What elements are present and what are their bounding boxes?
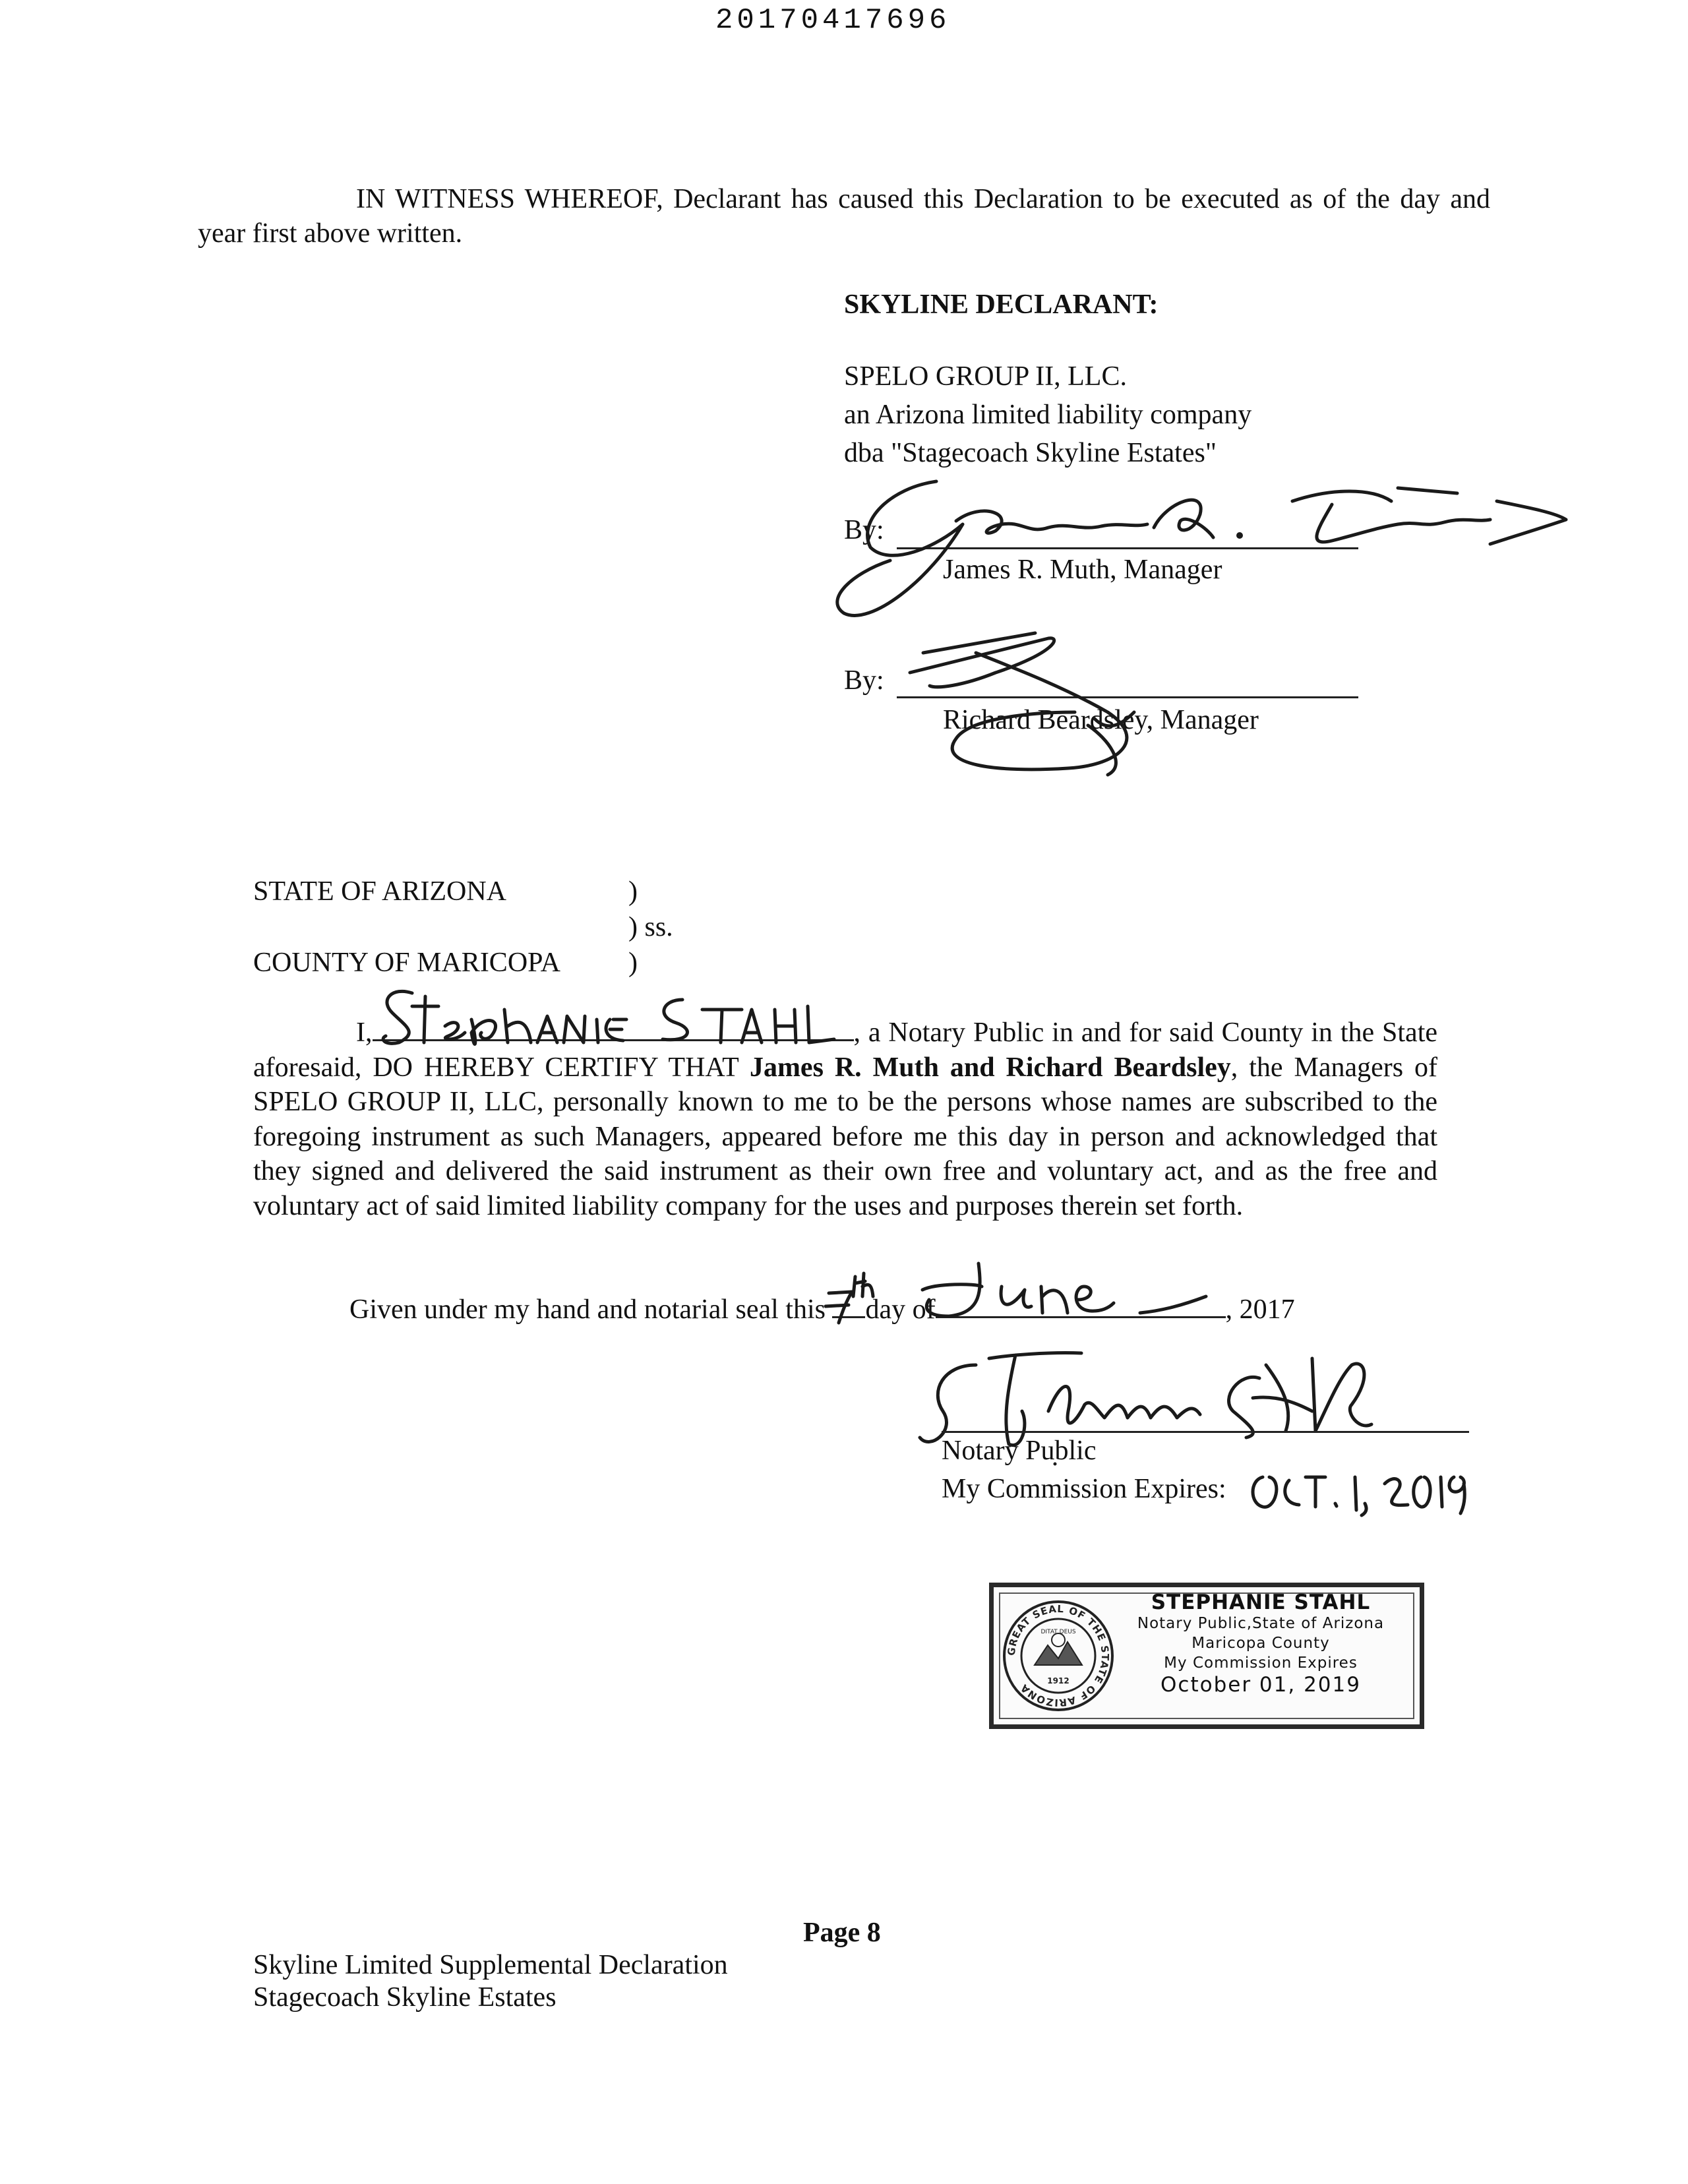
notary-public-label: Notary Public [942,1436,1097,1466]
given-prefix: Given under my hand and notarial seal this [349,1294,826,1325]
stamp-text-block [1116,1591,1406,1697]
company-name: SPELO GROUP II, LLC. [844,361,1127,392]
given-year: , 2017 [1225,1294,1295,1325]
venue-county: COUNTY OF MARICOPA [253,948,560,978]
notary-certificate [253,1016,1437,1223]
footer-project: Stagecoach Skyline Estates [253,1982,557,2013]
signer1-name-title: James R. Muth, Manager [943,555,1222,585]
notary-name-line [373,1019,854,1041]
svg-text:GREAT SEAL OF THE STATE OF ARI: GREAT SEAL OF THE STATE OF ARIZONA [1005,1602,1112,1709]
witness-paragraph: IN WITNESS WHEREOF, Declarant has caused this Declaration to be executed as of the day and year first above written. [198,184,1490,249]
svg-text:DITAT DEUS: DITAT DEUS [1040,1629,1076,1635]
venue-ss: ) ss. [628,912,673,942]
venue-state: STATE OF ARIZONA [253,876,506,907]
notary-cert-text-2: , the Managers of SPELO GROUP II, LLC, personally known to me to be the persons whose names are subscribed to the foregoing instrument as such Managers, appeared before me this day in person and acknowledged that they signed and delivered the said instrument as their own free and voluntary act, and as the free and voluntary act of said limited liability company for the uses and purposes therein set forth. [253,1052,1437,1221]
notary-signature-line [942,1431,1469,1433]
stamp-name: STEPHANIE STAHL [1151,1591,1371,1614]
handwritten-notary-name [373,980,854,1046]
certified-names: James R. Muth and Richard Beardsley [749,1052,1231,1083]
arizona-seal-icon [1002,1599,1115,1713]
recording-number: 20170417696 [715,4,951,37]
declarant-heading: SKYLINE DECLARANT: [844,289,1159,320]
given-day-of: day of [865,1294,936,1325]
company-dba: dba "Stagecoach Skyline Estates" [844,438,1217,468]
stamp-line5: October 01, 2019 [1160,1673,1361,1697]
company-type: an Arizona limited liability company [844,400,1252,430]
venue-paren-1: ) [628,876,638,907]
page-number: Page 8 [803,1918,881,1948]
stamp-line4: My Commission Expires [1164,1654,1358,1672]
signer1-by-label: By: [844,515,884,545]
signature-james-muth [831,462,1576,633]
venue-paren-2: ) [628,948,638,978]
notary-cert-prefix: I, [356,1017,373,1048]
svg-text:1912: 1912 [1047,1676,1070,1685]
stamp-line2: Notary Public,State of Arizona [1137,1615,1385,1632]
day-line [832,1296,865,1318]
given-line [349,1292,1295,1327]
signer2-name-title: Richard Beardsley, Manager [943,705,1259,735]
stamp-line3: Maricopa County [1191,1635,1330,1652]
signature-richard-beardsley [897,626,1266,778]
handwritten-commission-date [1250,1464,1474,1517]
handwritten-day [826,1267,885,1326]
notary-cert-text-1: , a Notary Public in and for said County in the State aforesaid, DO HEREBY CERTIFY THAT [253,1017,1437,1083]
footer-doc-title: Skyline Limited Supplemental Declaration [253,1950,728,1980]
signer2-by-label: By: [844,665,884,696]
month-line [936,1296,1226,1318]
commission-expires-label: My Commission Expires: [942,1474,1226,1504]
notary-stamp [989,1583,1424,1729]
handwritten-month [922,1250,1219,1323]
